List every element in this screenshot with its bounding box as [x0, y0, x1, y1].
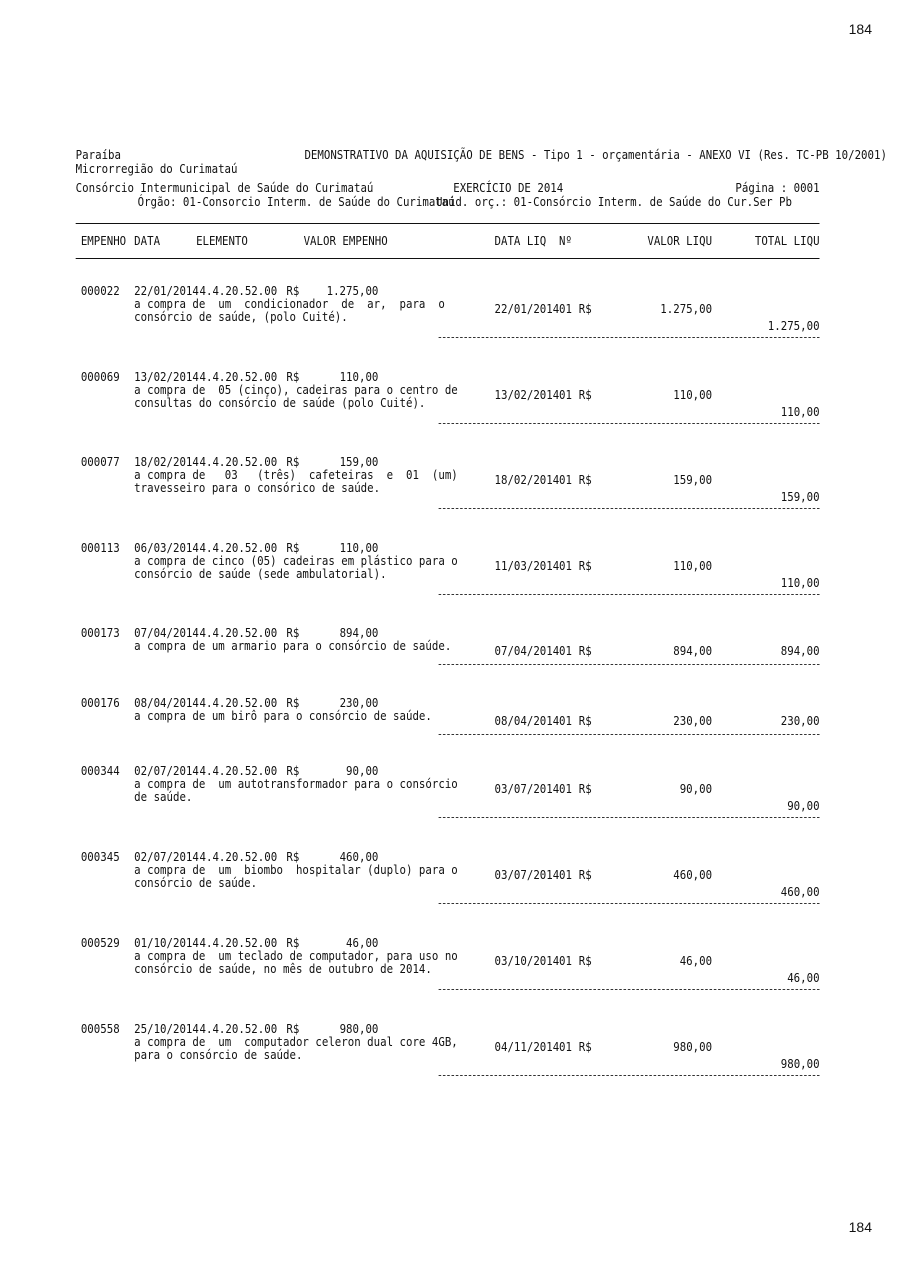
- total-liquidado: 894,00: [780, 643, 820, 658]
- record-separator: [439, 989, 820, 990]
- valor-empenho: 90,00: [346, 763, 379, 778]
- description-line-2: de saúde.: [134, 789, 193, 804]
- empenho-number: 000113: [80, 540, 120, 555]
- header-rule-bottom: [76, 258, 820, 259]
- liquidation-date: 18/02/2014: [494, 472, 560, 487]
- elemento-code: 4.4.20.52.00: [199, 540, 278, 555]
- empenho-date: 18/02/2014: [134, 454, 199, 469]
- elemento-code: 4.4.20.52.00: [199, 935, 278, 950]
- liquidation-date: 11/03/2014: [494, 558, 560, 573]
- empenho-number: 000022: [80, 283, 120, 298]
- liquidation-date: 08/04/2014: [494, 713, 560, 728]
- valor-empenho: 1.275,00: [326, 283, 379, 298]
- elemento-code: 4.4.20.52.00: [199, 1021, 278, 1036]
- header-state: Paraíba: [75, 147, 121, 162]
- record-separator: [439, 734, 820, 735]
- valor-liquidado: 110,00: [673, 558, 713, 573]
- description-line-2: para o consórcio de saúde.: [134, 1047, 303, 1062]
- empenho-currency: R$: [286, 1021, 300, 1036]
- liquidation-currency: R$: [578, 387, 592, 402]
- valor-liquidado: 460,00: [673, 867, 713, 882]
- empenho-number: 000077: [80, 454, 120, 469]
- liquidation-number: 01: [559, 558, 572, 573]
- total-liquidado: 90,00: [787, 798, 820, 813]
- empenho-currency: R$: [286, 625, 300, 640]
- liquidation-currency: R$: [578, 867, 592, 882]
- col-empenho: EMPENHO: [80, 233, 127, 248]
- liquidation-date: 03/07/2014: [494, 781, 560, 796]
- record-separator: [439, 903, 820, 904]
- record-separator: [439, 337, 820, 338]
- total-liquidado: 980,00: [780, 1056, 820, 1071]
- empenho-number: 000069: [80, 369, 120, 384]
- valor-empenho: 110,00: [339, 369, 379, 384]
- liquidation-number: 01: [559, 643, 572, 658]
- empenho-currency: R$: [286, 540, 300, 555]
- liquidation-currency: R$: [578, 953, 592, 968]
- empenho-currency: R$: [286, 763, 300, 778]
- valor-empenho: 894,00: [339, 625, 379, 640]
- valor-liquidado: 1.275,00: [660, 301, 713, 316]
- description-line-2: travesseiro para o consórico de saúde.: [134, 480, 381, 495]
- empenho-date: 25/10/2014: [134, 1021, 199, 1036]
- col-valor-empenho: VALOR EMPENHO: [303, 233, 388, 248]
- liquidation-date: 03/10/2014: [494, 953, 560, 968]
- valor-empenho: 110,00: [339, 540, 379, 555]
- description-line-1: a compra de um teclado de computador, para uso no: [134, 948, 458, 963]
- valor-empenho: 159,00: [339, 454, 379, 469]
- valor-empenho: 46,00: [346, 935, 379, 950]
- total-liquidado: 1.275,00: [767, 318, 820, 333]
- record-separator: [439, 594, 820, 595]
- elemento-code: 4.4.20.52.00: [199, 369, 278, 384]
- liquidation-currency: R$: [578, 472, 592, 487]
- valor-liquidado: 159,00: [673, 472, 713, 487]
- empenho-currency: R$: [286, 283, 300, 298]
- empenho-currency: R$: [286, 935, 300, 950]
- liquidation-number: 01: [559, 953, 572, 968]
- description-line-1: a compra de 05 (cinço), cadeiras para o centro de: [134, 382, 458, 397]
- elemento-code: 4.4.20.52.00: [199, 454, 278, 469]
- liquidation-number: 01: [559, 1039, 572, 1054]
- empenho-currency: R$: [286, 454, 300, 469]
- col-elemento: ELEMENTO: [196, 233, 248, 248]
- liquidation-number: 01: [559, 713, 572, 728]
- description-line-2: consultas do consórcio de saúde (polo Cuité).: [134, 395, 426, 410]
- description-line-1: a compra de um biombo hospitalar (duplo) para o: [134, 862, 458, 877]
- liquidation-currency: R$: [578, 643, 592, 658]
- liquidation-number: 01: [559, 301, 572, 316]
- empenho-date: 13/02/2014: [134, 369, 199, 384]
- valor-empenho: 980,00: [339, 1021, 379, 1036]
- liquidation-number: 01: [559, 781, 572, 796]
- liquidation-currency: R$: [578, 558, 592, 573]
- empenho-date: 07/04/2014: [134, 625, 199, 640]
- empenho-date: 22/01/2014: [134, 283, 199, 298]
- liquidation-currency: R$: [578, 301, 592, 316]
- valor-liquidado: 894,00: [673, 643, 713, 658]
- valor-empenho: 460,00: [339, 849, 379, 864]
- total-liquidado: 159,00: [780, 489, 820, 504]
- valor-liquidado: 90,00: [679, 781, 713, 796]
- page-number-bottom: 184: [848, 1219, 872, 1235]
- valor-liquidado: 110,00: [673, 387, 713, 402]
- description-line-1: a compra de um armario para o consórcio de saúde.: [134, 638, 452, 653]
- total-liquidado: 110,00: [780, 404, 820, 419]
- record-separator: [439, 423, 820, 424]
- record-separator: [439, 1075, 820, 1076]
- header-rule-top: [76, 223, 820, 224]
- liquidation-date: 04/11/2014: [494, 1039, 560, 1054]
- liquidation-date: 03/07/2014: [494, 867, 560, 882]
- header-exercise: EXERCÍCIO DE 2014: [453, 180, 564, 195]
- empenho-currency: R$: [286, 369, 300, 384]
- col-data-liq: DATA LIQ: [494, 233, 547, 248]
- description-line-2: consórcio de saúde.: [134, 875, 258, 890]
- empenho-number: 000529: [80, 935, 120, 950]
- description-line-1: a compra de um computador celeron dual core 4GB,: [134, 1034, 458, 1049]
- header-page-label: Página : 0001: [735, 180, 820, 195]
- description-line-1: a compra de um birô para o consórcio de saúde.: [134, 708, 432, 723]
- description-line-1: a compra de 03 (três) cafeteiras e 01 (um): [134, 467, 458, 482]
- empenho-number: 000344: [80, 763, 120, 778]
- elemento-code: 4.4.20.52.00: [199, 283, 278, 298]
- page-number-top: 184: [848, 21, 872, 37]
- empenho-number: 000176: [80, 695, 120, 710]
- empenho-date: 02/07/2014: [134, 763, 199, 778]
- elemento-code: 4.4.20.52.00: [199, 763, 278, 778]
- description-line-2: consórcio de saúde, (polo Cuité).: [134, 309, 348, 324]
- liquidation-number: 01: [559, 472, 572, 487]
- valor-liquidado: 230,00: [673, 713, 713, 728]
- empenho-number: 000558: [80, 1021, 120, 1036]
- header-region: Microrregião do Curimataú: [75, 161, 238, 176]
- total-liquidado: 46,00: [787, 970, 820, 985]
- empenho-date: 06/03/2014: [134, 540, 199, 555]
- valor-liquidado: 46,00: [679, 953, 713, 968]
- record-separator: [439, 664, 820, 665]
- liquidation-date: 22/01/2014: [494, 301, 560, 316]
- col-data: DATA: [134, 233, 161, 248]
- empenho-date: 02/07/2014: [134, 849, 199, 864]
- record-separator: [439, 817, 820, 818]
- valor-liquidado: 980,00: [673, 1039, 713, 1054]
- liquidation-number: 01: [559, 867, 572, 882]
- liquidation-currency: R$: [578, 781, 592, 796]
- total-liquidado: 460,00: [780, 884, 820, 899]
- header-entity: Consórcio Intermunicipal de Saúde do Curimataú: [75, 180, 374, 195]
- header-organ: Órgão: 01-Consorcio Interm. de Saúde do Curimataú: [137, 194, 455, 209]
- description-line-2: consórcio de saúde (sede ambulatorial).: [134, 566, 387, 581]
- record-separator: [439, 508, 820, 509]
- empenho-date: 08/04/2014: [134, 695, 199, 710]
- liquidation-currency: R$: [578, 1039, 592, 1054]
- total-liquidado: 230,00: [780, 713, 820, 728]
- empenho-currency: R$: [286, 695, 300, 710]
- elemento-code: 4.4.20.52.00: [199, 625, 278, 640]
- valor-empenho: 230,00: [339, 695, 379, 710]
- liquidation-date: 13/02/2014: [494, 387, 560, 402]
- report-title: DEMONSTRATIVO DA AQUISIÇÃO DE BENS - Tipo 1 - orçamentária - ANEXO VI (Res. TC-PB 10/2001): [304, 147, 887, 162]
- description-line-2: consórcio de saúde, no mês de outubro de 2014.: [134, 961, 432, 976]
- col-total-liqu: TOTAL LIQU: [754, 233, 820, 248]
- empenho-currency: R$: [286, 849, 300, 864]
- header-budget-unit: Unid. orç.: 01-Consórcio Interm. de Saúde do Cur.Ser Pb: [436, 194, 792, 209]
- empenho-number: 000345: [80, 849, 120, 864]
- liquidation-currency: R$: [578, 713, 592, 728]
- liquidation-date: 07/04/2014: [494, 643, 560, 658]
- elemento-code: 4.4.20.52.00: [199, 695, 278, 710]
- liquidation-number: 01: [559, 387, 572, 402]
- col-numero: Nº: [559, 233, 572, 248]
- empenho-number: 000173: [80, 625, 120, 640]
- elemento-code: 4.4.20.52.00: [199, 849, 278, 864]
- description-line-1: a compra de cinco (05) cadeiras em plástico para o: [134, 553, 458, 568]
- description-line-1: a compra de um condicionador de ar, para o: [134, 296, 445, 311]
- col-valor-liqu: VALOR LIQU: [647, 233, 713, 248]
- total-liquidado: 110,00: [780, 575, 820, 590]
- empenho-date: 01/10/2014: [134, 935, 199, 950]
- description-line-1: a compra de um autotransformador para o consórcio: [134, 776, 458, 791]
